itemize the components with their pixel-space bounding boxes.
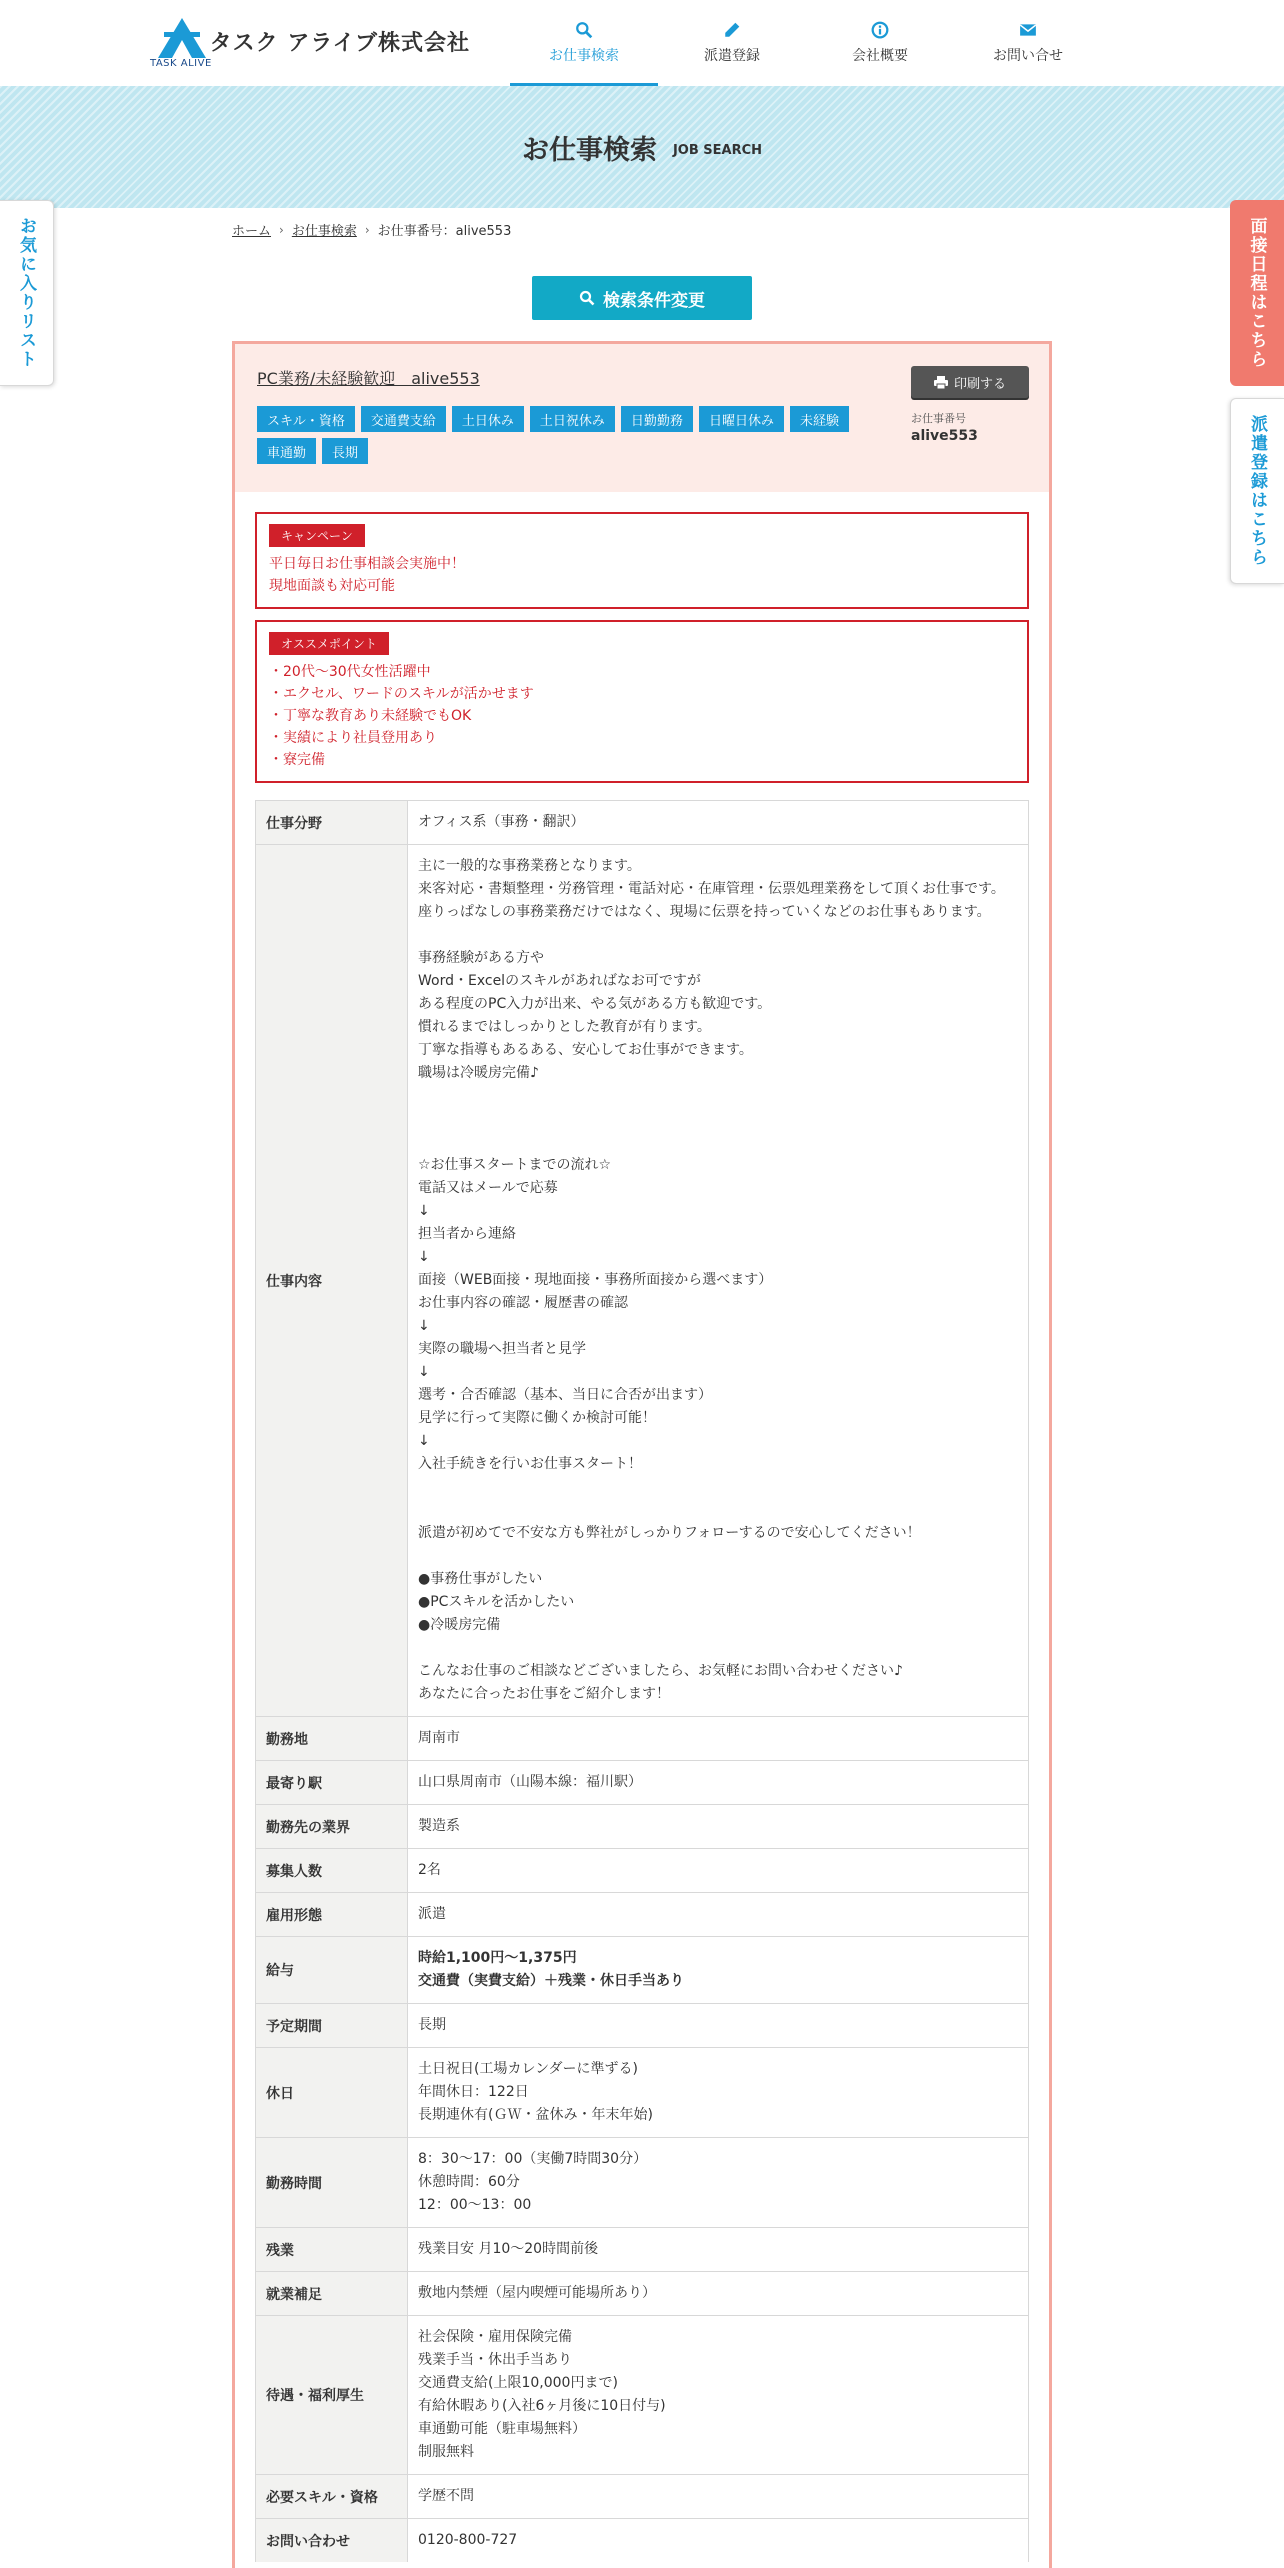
company-logo[interactable] (150, 18, 470, 72)
detail-row (256, 845, 1029, 1717)
detail-value-line: 周南市 (418, 1730, 460, 1746)
detail-value-line: ↓ (418, 1364, 430, 1380)
detail-value (408, 2316, 1029, 2475)
detail-value-line: お仕事内容の確認・履歴書の確認 (418, 1295, 628, 1311)
detail-value-line: Word・Excelのスキルがあればなお可ですが (418, 973, 701, 989)
detail-row (256, 2004, 1029, 2048)
change-search-label: 検索条件変更 (603, 290, 705, 311)
recommend-line: ・20代～30代女性活躍中 (269, 664, 431, 680)
job-card (232, 341, 1052, 2568)
job-tag[interactable]: スキル・資格 (257, 406, 355, 432)
detail-value-line: 年間休日：122日 (418, 2084, 529, 2100)
detail-label: 勤務時間 (256, 2138, 408, 2228)
favorites-side-tab[interactable] (0, 200, 54, 386)
detail-value (408, 1937, 1029, 2004)
job-detail-table (255, 800, 1029, 2562)
breadcrumb-home[interactable]: ホーム (232, 224, 272, 239)
detail-value-line: あなたに合ったお仕事をご紹介します！ (418, 1686, 670, 1702)
detail-value-line: 座りっぱなしの事務業務だけではなく、現場に伝票を持っていくなどのお仕事もあります。 (418, 904, 991, 920)
detail-label: 仕事分野 (256, 801, 408, 845)
detail-value-line: ↓ (418, 1203, 430, 1219)
detail-label: 残業 (256, 2228, 408, 2272)
print-label: 印刷する (953, 376, 1006, 392)
job-tag[interactable]: 長期 (322, 438, 368, 464)
detail-value-line: 面接（WEB面接・現地面接・事務所面接から選べます） (418, 1272, 773, 1288)
chevron-right-icon: › (279, 222, 284, 237)
detail-label: 勤務地 (256, 1717, 408, 1761)
job-title[interactable]: PC業務/未経験歓迎 alive553 (257, 369, 480, 388)
job-tag[interactable]: 車通勤 (257, 438, 316, 464)
logo-mark-icon (150, 18, 212, 72)
detail-value-line (418, 1476, 1018, 1499)
mail-icon (1019, 21, 1037, 39)
search-icon (575, 21, 593, 39)
detail-value (408, 2048, 1029, 2138)
detail-value-line (418, 1108, 1018, 1131)
detail-value-line: 入社手続きを行いお仕事スタート！ (418, 1456, 642, 1472)
detail-value-line (418, 924, 1018, 947)
nav-label: 会社概要 (852, 48, 908, 64)
printer-icon (934, 376, 948, 389)
detail-value-line: ↓ (418, 1433, 430, 1449)
detail-value-line: 派遣が初めてで不安な方も弊社がしっかりフォローするので安心してください！ (418, 1525, 921, 1541)
detail-value-line: 電話又はメールで応募 (418, 1180, 558, 1196)
interview-label: 面接日程はこちら (1246, 217, 1267, 369)
detail-value-line: 見学に行って実際に働くか検討可能！ (418, 1410, 656, 1426)
detail-value-line: 8：30～17：00（実働7時間30分） (418, 2151, 648, 2167)
recommend-line: ・寮完備 (269, 752, 325, 768)
detail-value (408, 801, 1029, 845)
nav-company[interactable] (806, 0, 954, 86)
detail-value-line: 丁寧な指導もあるある、安心してお仕事ができます。 (418, 1042, 753, 1058)
detail-row (256, 1761, 1029, 1805)
detail-label: お問い合わせ (256, 2519, 408, 2563)
detail-row (256, 2228, 1029, 2272)
interview-schedule-side-tab[interactable] (1230, 200, 1284, 386)
detail-value (408, 845, 1029, 1717)
job-card-header (235, 344, 1049, 492)
detail-row (256, 2272, 1029, 2316)
detail-value (408, 2228, 1029, 2272)
detail-value (408, 1805, 1029, 1849)
detail-value (408, 1893, 1029, 1937)
detail-label: 雇用形態 (256, 1893, 408, 1937)
detail-value-line: 2名 (418, 1862, 441, 1878)
logo-text: タスク アライブ株式会社 (209, 31, 470, 56)
detail-value-line: 時給1,100円～1,375円 (418, 1950, 577, 1966)
job-tag[interactable]: 土日休み (452, 406, 524, 432)
detail-row (256, 1805, 1029, 1849)
detail-value-line: ↓ (418, 1318, 430, 1334)
detail-label: 予定期間 (256, 2004, 408, 2048)
nav-label: 派遣登録 (704, 48, 760, 64)
detail-value (408, 2272, 1029, 2316)
detail-value-line: 車通勤可能（駐車場無料） (418, 2421, 586, 2437)
detail-value-line: 土日祝日(工場カレンダーに準ずる) (418, 2061, 639, 2077)
detail-row (256, 1893, 1029, 1937)
detail-value (408, 2004, 1029, 2048)
change-search-button[interactable] (532, 276, 752, 320)
campaign-line: 平日毎日お仕事相談会実施中！ (269, 556, 465, 572)
detail-value-line: 12：00～13：00 (418, 2197, 532, 2213)
job-tag[interactable]: 交通費支給 (361, 406, 446, 432)
detail-value-line (418, 1637, 1018, 1660)
pencil-icon (723, 21, 741, 39)
detail-value (408, 1717, 1029, 1761)
detail-row (256, 2048, 1029, 2138)
detail-label: 最寄り駅 (256, 1761, 408, 1805)
detail-value-line: 0120-800-727 (418, 2532, 518, 2548)
detail-value-line: ●PCスキルを活かしたい (418, 1594, 575, 1610)
detail-value-line: 実際の職場へ担当者と見学 (418, 1341, 586, 1357)
detail-row (256, 1717, 1029, 1761)
detail-row (256, 1937, 1029, 2004)
detail-value-line: 担当者から連絡 (418, 1226, 516, 1242)
detail-label: 仕事内容 (256, 845, 408, 1717)
nav-job-search[interactable] (510, 0, 658, 86)
detail-value-line: 交通費（実費支給）＋残業・休日手当あり (418, 1973, 684, 1989)
detail-value-line: 交通費支給(上限10,000円まで) (418, 2375, 618, 2391)
detail-row (256, 801, 1029, 845)
detail-value-line: 来客対応・書類整理・労務管理・電話対応・在庫管理・伝票処理業務をして頂くお仕事です。 (418, 881, 1005, 897)
job-tags (257, 406, 897, 464)
detail-value-line (418, 1499, 1018, 1522)
registration-label: 派遣登録はこちら (1247, 415, 1267, 567)
detail-label: 募集人数 (256, 1849, 408, 1893)
detail-value-line: ある程度のPC入力が出来、やる気がある方も歓迎です。 (418, 996, 772, 1012)
job-tag[interactable]: 未経験 (790, 406, 849, 432)
breadcrumb-job-search[interactable]: お仕事検索 (291, 224, 357, 239)
detail-row (256, 1849, 1029, 1893)
detail-value-line: ●冷暖房完備 (418, 1617, 501, 1633)
job-tag[interactable]: 日勤勤務 (621, 406, 693, 432)
detail-label: 待遇・福利厚生 (256, 2316, 408, 2475)
recommend-line: ・実績により社員登用あり (269, 730, 437, 746)
detail-value-line: 長期連休有(ＧＷ・盆休み・年末年始) (418, 2107, 653, 2123)
detail-row (256, 2316, 1029, 2475)
detail-value-line: 製造系 (418, 1818, 460, 1834)
nav-registration[interactable] (658, 0, 806, 86)
detail-value-line: 敷地内禁煙（屋内喫煙可能場所あり） (418, 2285, 656, 2301)
detail-value-line: ☆お仕事スタートまでの流れ☆ (418, 1157, 612, 1173)
detail-value (408, 1761, 1029, 1805)
detail-value-line: 職場は冷暖房完備♪ (418, 1065, 539, 1081)
detail-value-line: こんなお仕事のご相談などございましたら、お気軽にお問い合わせください♪ (418, 1663, 903, 1679)
detail-value-line: 選考・合否確認（基本、当日に合否が出ます） (418, 1387, 712, 1403)
detail-label: 休日 (256, 2048, 408, 2138)
detail-value (408, 2475, 1029, 2519)
detail-value-line: 慣れるまではしっかりとした教育が有ります。 (418, 1019, 711, 1035)
detail-row (256, 2475, 1029, 2519)
detail-value-line: ↓ (418, 1249, 430, 1265)
registration-side-tab[interactable] (1230, 398, 1284, 584)
main-nav (510, 0, 1102, 86)
detail-value-line (418, 1131, 1018, 1154)
page-subtitle: JOB SEARCH (672, 142, 763, 158)
detail-value-line: 有給休暇あり(入社6ヶ月後に10日付与) (418, 2398, 666, 2414)
detail-label: 就業補足 (256, 2272, 408, 2316)
chevron-right-icon: › (364, 222, 370, 237)
nav-label: お仕事検索 (549, 48, 619, 64)
breadcrumb (232, 220, 511, 239)
job-number-label: お仕事番号 (911, 412, 966, 425)
recommend-box (255, 620, 1029, 783)
logo-subtext: TASK ALIVE (150, 58, 212, 69)
nav-label: お問い合せ (993, 48, 1063, 64)
detail-label: 勤務先の業界 (256, 1805, 408, 1849)
detail-value-line: 制服無料 (418, 2444, 474, 2460)
detail-value (408, 2138, 1029, 2228)
detail-value-line (418, 1545, 1018, 1568)
page-title: お仕事検索 (521, 134, 657, 166)
detail-value-line: 残業手当・休出手当あり (418, 2352, 572, 2368)
page-banner (0, 86, 1284, 208)
favorites-label: お気に入りリスト (16, 217, 36, 369)
campaign-label: キャンペーン (269, 524, 365, 547)
breadcrumb-current: お仕事番号：alive553 (377, 224, 512, 239)
detail-row (256, 2138, 1029, 2228)
nav-contact[interactable] (954, 0, 1102, 86)
detail-value-line: 残業目安 月10～20時間前後 (418, 2241, 599, 2257)
detail-value-line: 派遣 (418, 1906, 446, 1922)
recommend-line: ・エクセル、ワードのスキルが活かせます (269, 686, 534, 702)
detail-value-line: 社会保険・雇用保険完備 (418, 2329, 572, 2345)
detail-value (408, 2519, 1029, 2563)
site-header (0, 0, 1284, 86)
recommend-label: オススメポイント (269, 632, 389, 655)
detail-value-line: 事務経験がある方や (418, 950, 544, 966)
info-icon (871, 21, 889, 39)
detail-value-line: 長期 (418, 2017, 446, 2033)
detail-value-line: 休憩時間：60分 (418, 2174, 520, 2190)
detail-value-line: オフィス系（事務・翻訳） (418, 814, 585, 830)
detail-value (408, 1849, 1029, 1893)
detail-value-line (418, 1085, 1018, 1108)
detail-label: 給与 (256, 1937, 408, 2004)
detail-label: 必要スキル・資格 (256, 2475, 408, 2519)
detail-value-line: 山口県周南市（山陽本線：福川駅） (418, 1774, 642, 1790)
job-tag[interactable]: 土日祝休み (530, 406, 615, 432)
campaign-line: 現地面談も対応可能 (269, 578, 395, 594)
search-icon (579, 290, 595, 306)
job-tag[interactable]: 日曜日休み (699, 406, 784, 432)
recommend-line: ・丁寧な教育あり未経験でもOK (269, 708, 472, 724)
detail-value-line: 学歴不問 (418, 2488, 474, 2504)
campaign-box (255, 512, 1029, 609)
detail-value-line: 主に一般的な事務業務となります。 (418, 858, 641, 874)
print-button[interactable] (911, 366, 1029, 398)
detail-row (256, 2519, 1029, 2563)
detail-value-line: ●事務仕事がしたい (418, 1571, 543, 1587)
job-number: alive553 (911, 428, 978, 444)
